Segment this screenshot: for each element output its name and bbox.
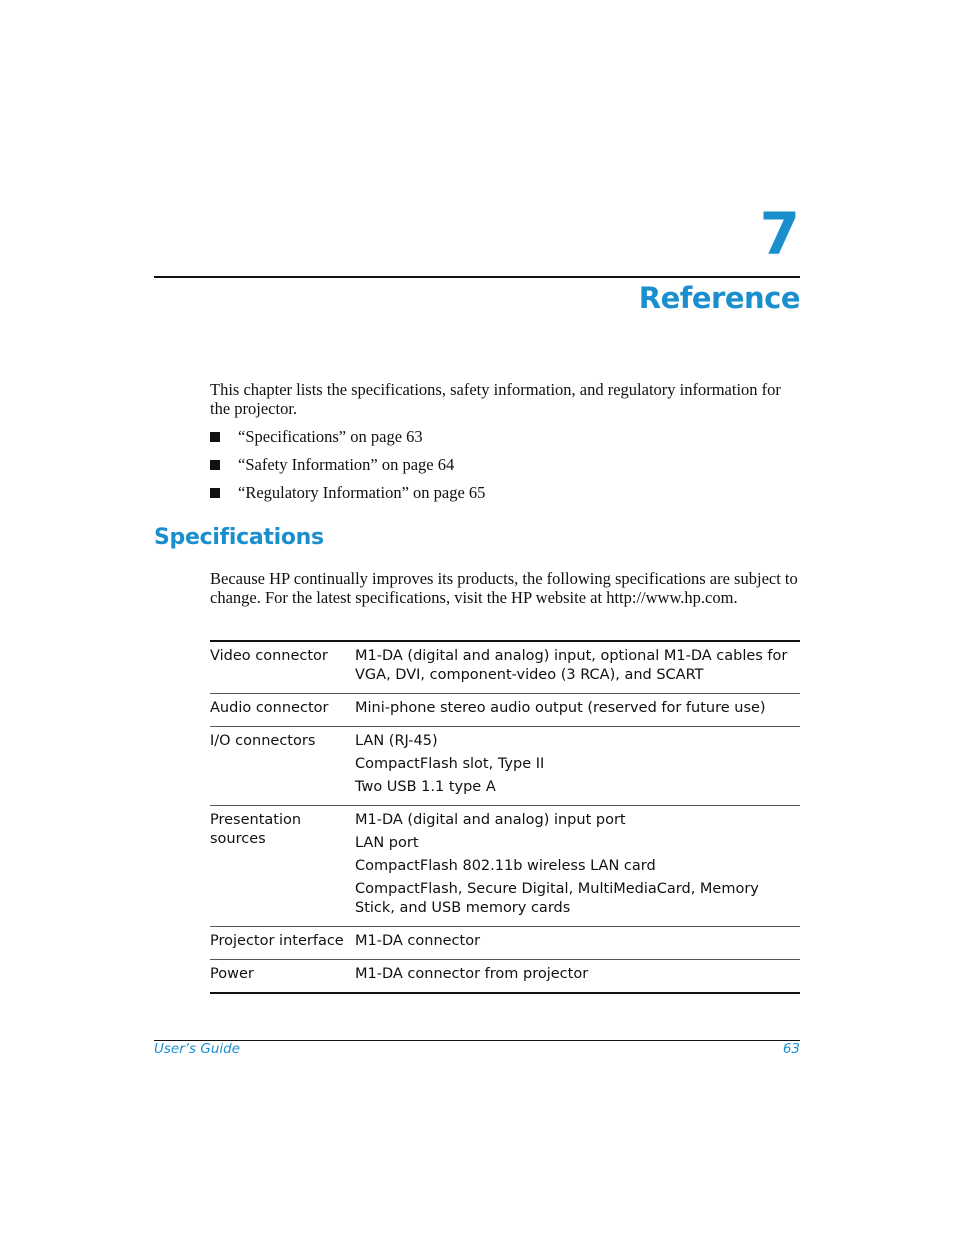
link-safety-information[interactable]: “Safety Information” on page 64 — [238, 455, 455, 474]
intro-paragraph: This chapter lists the specifications, safety information, and regulatory information for the projector. — [210, 380, 781, 418]
spec-label: I/O connectors — [210, 733, 316, 749]
spec-value: CompactFlash 802.11b wireless LAN card — [355, 858, 656, 874]
chapter-number: 7 — [759, 200, 800, 268]
spec-value: M1-DA (digital and analog) input port — [355, 812, 626, 828]
table-row — [210, 805, 800, 926]
spec-label: Power — [210, 966, 254, 982]
spec-value: LAN port — [355, 835, 419, 851]
square-bullet-icon — [210, 432, 220, 442]
footer-divider — [154, 1040, 800, 1041]
spec-value: Mini-phone stereo audio output (reserved for future use) — [355, 700, 766, 716]
spec-value: LAN (RJ-45) — [355, 733, 438, 749]
chapter-title: Reference — [638, 281, 800, 315]
spec-value: CompactFlash slot, Type II — [355, 756, 545, 772]
spec-label: Audio connector — [210, 700, 329, 716]
spec-values — [355, 647, 800, 685]
spec-value: M1-DA connector from projector — [355, 966, 589, 982]
page-number: 63 — [782, 1041, 800, 1057]
link-regulatory-information[interactable]: “Regulatory Information” on page 65 — [238, 483, 486, 502]
spec-label: Video connector — [210, 648, 328, 664]
square-bullet-icon — [210, 488, 220, 498]
section-paragraph: Because HP continually improves its products, the following specifications are subject to change. For the latest specifications, visit the HP website at http://www.hp.com. — [210, 569, 798, 607]
footer-guide-title: User’s Guide — [154, 1041, 241, 1057]
spec-value: M1-DA connector — [355, 933, 481, 949]
square-bullet-icon — [210, 460, 220, 470]
table-row — [210, 926, 800, 959]
spec-values — [355, 699, 800, 718]
spec-values — [355, 932, 800, 951]
table-row — [210, 726, 800, 805]
table-row — [210, 642, 800, 693]
list-item[interactable] — [210, 483, 485, 511]
spec-value: CompactFlash, Secure Digital, MultiMediaCard, Memory Stick, and USB memory cards — [355, 881, 759, 916]
spec-values — [355, 811, 800, 918]
chapter-divider — [154, 276, 800, 278]
spec-label: Presentation sources — [210, 812, 302, 847]
spec-label: Projector interface — [210, 933, 344, 949]
link-specifications[interactable]: “Specifications” on page 63 — [238, 427, 423, 446]
spec-value: Two USB 1.1 type A — [355, 779, 496, 795]
list-item[interactable] — [210, 455, 485, 483]
table-row — [210, 959, 800, 992]
specifications-table — [210, 640, 800, 994]
section-heading: Specifications — [154, 525, 324, 550]
spec-value: M1-DA (digital and analog) input, optional M1-DA cables for VGA, DVI, component-video (3 RCA), and SCART — [355, 648, 788, 683]
spec-values — [355, 732, 800, 797]
spec-values — [355, 965, 800, 984]
list-item[interactable] — [210, 427, 485, 455]
chapter-contents-list — [210, 427, 485, 511]
table-row — [210, 693, 800, 726]
